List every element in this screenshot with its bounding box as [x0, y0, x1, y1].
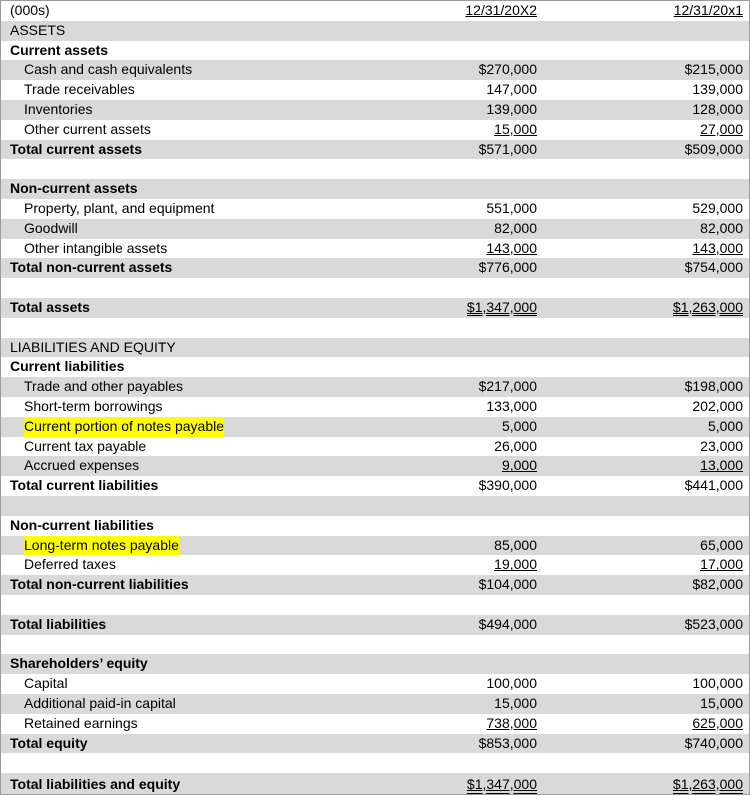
total-label: Total non-current liabilities: [10, 576, 189, 593]
table-row: [1, 694, 749, 714]
total-label: Total current liabilities: [10, 477, 159, 494]
value-20x2: 19,000: [494, 556, 537, 573]
current-assets-heading: Current assets: [10, 41, 109, 58]
total-label: Total current assets: [10, 140, 143, 157]
total-value-20x2: $853,000: [478, 734, 537, 751]
value-20x2: 82,000: [494, 219, 537, 236]
total-value-20x1: $82,000: [692, 576, 743, 593]
total-row: [1, 734, 749, 754]
table-row: [1, 199, 749, 219]
current-liabilities-heading: Current liabilities: [10, 358, 125, 375]
total-value-20x1: $740,000: [684, 734, 743, 751]
value-20x1: $215,000: [684, 61, 743, 78]
spacer-row: [1, 595, 749, 615]
total-assets-label: Total assets: [10, 299, 90, 315]
row-label-highlighted: Current portion of notes payable: [24, 417, 224, 437]
value-20x1: 17,000: [700, 556, 743, 573]
value-20x1: 139,000: [692, 81, 743, 98]
noncurrent-assets-heading: Non-current assets: [10, 180, 138, 197]
value-20x1: 625,000: [692, 714, 743, 731]
value-20x2: 100,000: [486, 675, 537, 692]
table-row: [1, 555, 749, 575]
liabilities-equity-title: LIABILITIES AND EQUITY: [10, 338, 176, 355]
row-label: Trade and other payables: [24, 378, 184, 395]
value-20x1: 13,000: [700, 457, 743, 474]
row-label: Deferred taxes: [24, 556, 116, 573]
total-assets-20x2: $1,347,000: [466, 299, 537, 315]
grand-total-row: [1, 298, 749, 318]
value-20x2: 133,000: [486, 398, 537, 414]
total-label: Total equity: [10, 734, 88, 751]
row-label-highlighted: Long-term notes payable: [24, 536, 179, 556]
value-20x1: 529,000: [692, 200, 743, 216]
spacer-row: [1, 635, 749, 655]
spacer-row: [1, 496, 749, 516]
row-label: Capital: [24, 675, 68, 692]
value-20x1: 5,000: [707, 417, 743, 434]
value-20x2: $217,000: [478, 378, 537, 395]
row-label: Other current assets: [24, 120, 151, 137]
row-label: Retained earnings: [24, 714, 138, 731]
total-row: [1, 476, 749, 496]
table-row: [1, 377, 749, 397]
table-row: [1, 219, 749, 239]
row-label: Accrued expenses: [24, 457, 140, 474]
value-20x2: 143,000: [486, 239, 537, 256]
row-label: Goodwill: [24, 219, 78, 236]
value-20x2: 738,000: [486, 714, 537, 731]
table-row: [1, 397, 749, 417]
row-label: Inventories: [24, 101, 93, 117]
total-row: [1, 258, 749, 278]
value-20x2: 139,000: [486, 101, 537, 117]
value-20x1: 202,000: [692, 398, 743, 414]
total-value-20x2: $571,000: [478, 140, 537, 157]
section-title-row: [1, 338, 749, 358]
row-label: Property, plant, and equipment: [24, 200, 215, 216]
row-label: Additional paid-in capital: [24, 695, 176, 711]
value-20x1: 65,000: [700, 536, 743, 553]
table-row: [1, 456, 749, 476]
total-value-20x1: $509,000: [684, 140, 743, 157]
section-title-row: [1, 21, 749, 41]
table-row: [1, 714, 749, 734]
value-20x1: 128,000: [692, 101, 743, 117]
assets-title: ASSETS: [10, 21, 66, 38]
value-20x2: 551,000: [486, 200, 537, 216]
total-liabilities-equity-20x2: $1,347,000: [466, 776, 537, 793]
grand-total-row: [1, 773, 749, 795]
total-liabilities-label: Total liabilities: [10, 615, 107, 632]
noncurrent-liabilities-heading: Non-current liabilities: [10, 516, 154, 533]
total-liabilities-20x2: $494,000: [478, 615, 537, 632]
row-label: Current tax payable: [24, 437, 147, 454]
row-label: Other intangible assets: [24, 239, 168, 256]
total-row: [1, 615, 749, 635]
value-20x2: 85,000: [494, 536, 537, 553]
column-header-20x2: 12/31/20X2: [465, 2, 537, 18]
value-20x2: 147,000: [486, 81, 537, 98]
total-row: [1, 575, 749, 595]
value-20x2: 9,000: [501, 457, 537, 474]
table-row: [1, 239, 749, 259]
total-value-20x2: $104,000: [478, 576, 537, 593]
table-row: [1, 120, 749, 140]
subsection-heading-row: [1, 179, 749, 199]
row-label: Cash and cash equivalents: [24, 61, 193, 78]
value-20x1: 143,000: [692, 239, 743, 256]
subsection-heading-row: [1, 654, 749, 674]
total-value-20x1: $441,000: [684, 477, 743, 494]
spacer-row: [1, 753, 749, 773]
total-label: Total non-current assets: [10, 259, 173, 276]
table-row: [1, 674, 749, 694]
subsection-heading-row: [1, 357, 749, 377]
header-row: [1, 1, 749, 21]
value-20x2: $270,000: [478, 61, 537, 78]
total-liabilities-20x1: $523,000: [684, 615, 743, 632]
value-20x1: $198,000: [684, 378, 743, 395]
total-liabilities-equity-label: Total liabilities and equity: [10, 776, 181, 793]
table-row: [1, 100, 749, 120]
value-20x1: 82,000: [700, 219, 743, 236]
value-20x2: 5,000: [501, 417, 537, 434]
table-row: [1, 417, 749, 437]
total-assets-20x1: $1,263,000: [672, 299, 743, 315]
table-row: [1, 536, 749, 556]
total-value-20x1: $754,000: [684, 259, 743, 276]
spacer-row: [1, 278, 749, 298]
total-liabilities-equity-20x1: $1,263,000: [672, 776, 743, 793]
equity-heading: Shareholders’ equity: [10, 655, 148, 672]
total-value-20x2: $776,000: [478, 259, 537, 276]
subsection-heading-row: [1, 41, 749, 61]
unit-label: (000s): [10, 2, 50, 18]
row-label: Trade receivables: [24, 81, 135, 98]
subsection-heading-row: [1, 516, 749, 536]
value-20x1: 27,000: [700, 120, 743, 137]
table-row: [1, 60, 749, 80]
column-header-20x1: 12/31/20x1: [673, 2, 743, 18]
value-20x2: 15,000: [494, 695, 537, 711]
spacer-row: [1, 318, 749, 338]
value-20x1: 15,000: [700, 695, 743, 711]
value-20x2: 15,000: [494, 120, 537, 137]
value-20x1: 23,000: [700, 437, 743, 454]
total-value-20x2: $390,000: [478, 477, 537, 494]
row-label: Short-term borrowings: [24, 398, 163, 414]
value-20x2: 26,000: [494, 437, 537, 454]
total-row: [1, 140, 749, 160]
spacer-row: [1, 159, 749, 179]
table-row: [1, 437, 749, 457]
value-20x1: 100,000: [692, 675, 743, 692]
table-row: [1, 80, 749, 100]
